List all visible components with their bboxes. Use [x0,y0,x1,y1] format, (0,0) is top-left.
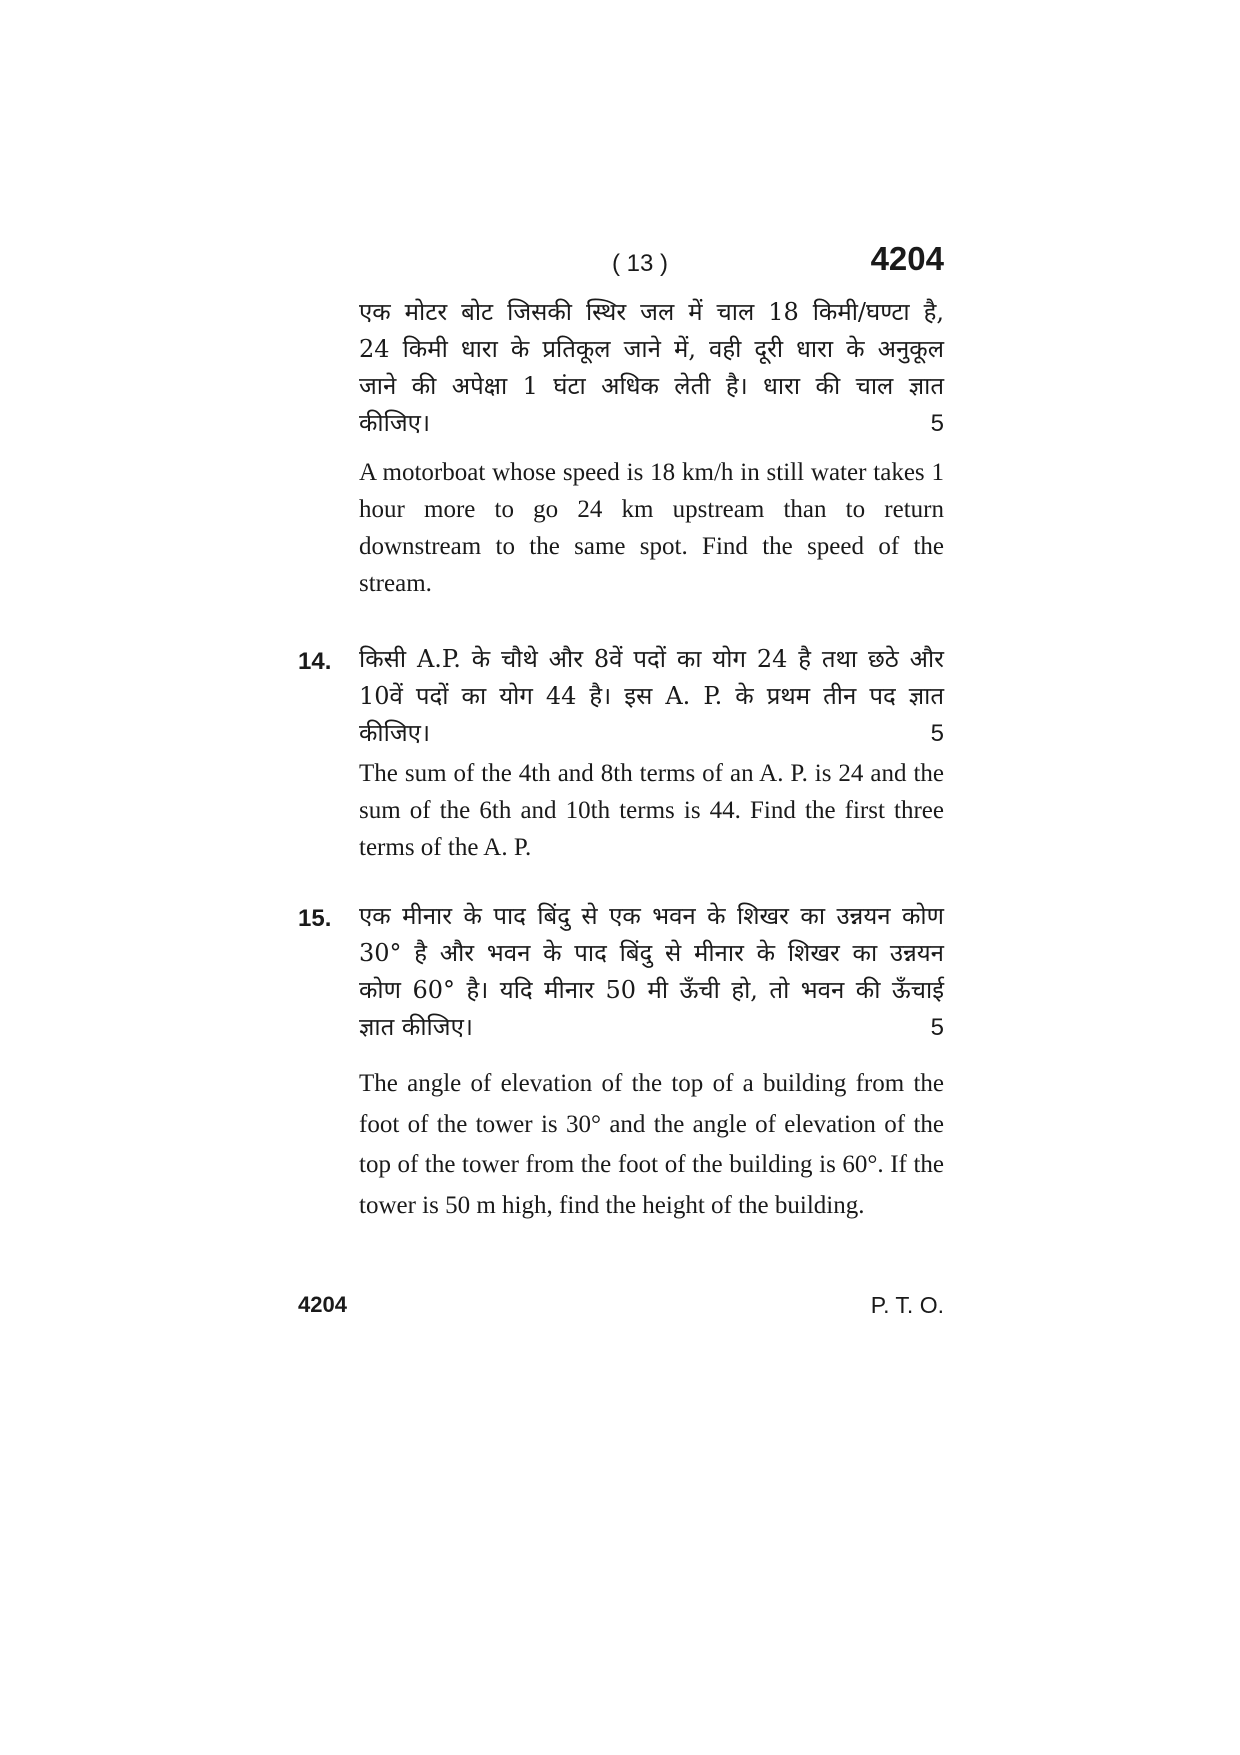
question-15-number: 15. [298,905,332,932]
question-13-hindi [359,294,944,442]
question-14-hindi-line: किसी A.P. के चौथे और 8वें पदों का योग 24 है तथा छठे और [359,645,944,673]
question-15-hindi [359,898,944,1046]
question-14-last-row [359,715,944,752]
footer-pto: P. T. O. [870,1292,944,1318]
question-13-marks: 5 [930,410,944,437]
question-14-hindi-line: 10वें पदों का योग 44 है। इस A. P. के प्रथम तीन पद ज्ञात [359,682,944,710]
question-15-last-row [359,1009,944,1046]
question-15-hindi-line: 30° है और भवन के पाद बिंदु से मीनार के शिखर का उन्नयन [359,939,944,967]
question-13-hindi-line: 24 किमी धारा के प्रतिकूल जाने में, वही दूरी धारा के अनुकूल [359,335,944,363]
question-14-marks: 5 [930,720,944,747]
question-15-hindi-line: कोण 60° है। यदि मीनार 50 मी ऊँची हो, तो भवन की ऊँचाई [359,976,944,1004]
page-number: ( 13 ) [611,250,668,277]
question-15-english: The angle of elevation of the top of a building from the foot of the tower is 30° and the angle of elevation of the top of the tower from the foot of the building is 60°. If the tower is 50 m high, find the height of the building. [359,1070,944,1219]
question-13-last-row [359,405,944,442]
question-13-english: A motorboat whose speed is 18 km/h in still water takes 1 hour more to go 24 km upstream than to return downstream to the same spot. Find the speed of the stream. [359,459,944,597]
question-13-hindi-line: जाने की अपेक्षा 1 घंटा अधिक लेती है। धारा की चाल ज्ञात [359,372,944,400]
question-14-hindi-last: कीजिए। [359,719,431,747]
question-15-hindi-last: ज्ञात कीजिए। [359,1013,473,1041]
question-15-hindi-line: एक मीनार के पाद बिंदु से एक भवन के शिखर का उन्नयन कोण [359,902,944,930]
question-14-english: The sum of the 4th and 8th terms of an A. P. is 24 and the sum of the 6th and 10th terms is 44. Find the first three terms of the A. P. [359,760,944,861]
paper-code: 4204 [870,240,944,277]
question-14-hindi [359,641,944,752]
question-15-marks: 5 [930,1014,944,1041]
question-14-number: 14. [298,648,332,675]
question-13-hindi-line: एक मोटर बोट जिसकी स्थिर जल में चाल 18 किमी/घण्टा है, [359,298,944,326]
footer-paper-code: 4204 [298,1292,347,1317]
question-13-hindi-last: कीजिए। [359,409,431,437]
